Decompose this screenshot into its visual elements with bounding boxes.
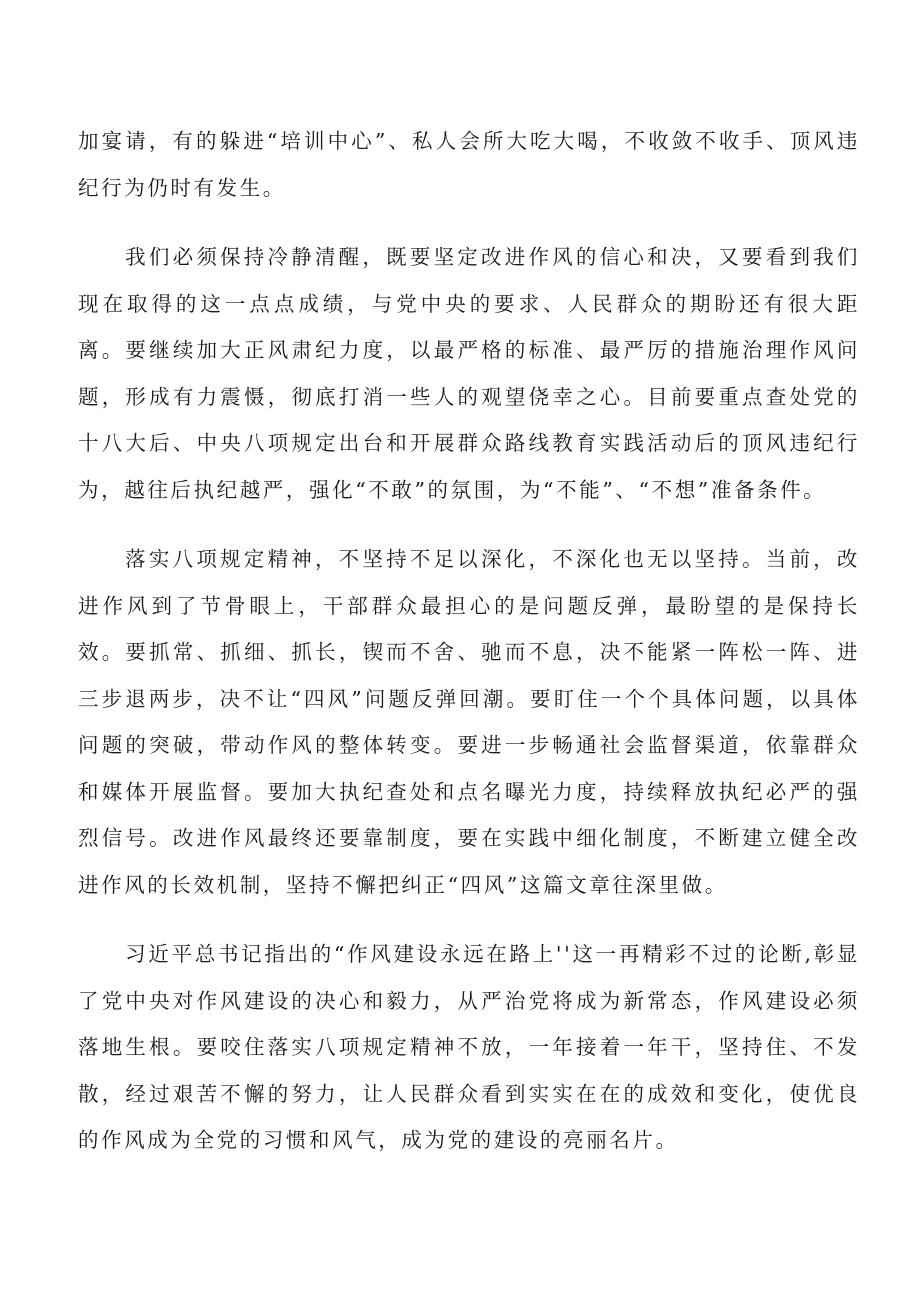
paragraph-4: 习近平总书记指出的“作风建设永远在路上''这一再精彩不过的论断,彰显了党中央对作风建设的决心和毅力，从严治党将成为新常态，作风建设必须落地生根。要咬住落实八项规定精神不放，一年接着一年干，坚持住、不发散，经过艰苦不懈的努力，让人民群众看到实实在在的成效和变化，使优良的作风成为全党的习惯和风气，成为党的建设的亮丽名片。 <box>78 942 860 1152</box>
paragraph-3: 落实八项规定精神，不坚持不足以深化，不深化也无以坚持。当前，改进作风到了节骨眼上，干部群众最担心的是问题反弹，最盼望的是保持长效。要抓常、抓细、抓长，锲而不舍、驰而不息，决不能紧一阵松一阵、进三步退两步，决不让“四风”问题反弹回潮。要盯住一个个具体问题，以具体问题的突破，带动作风的整体转变。要进一步畅通社会监督渠道，依靠群众和媒体开展监督。要加大执纪查处和点名曝光力度，持续释放执纪必严的强烈信号。改进作风最终还要靠制度，要在实践中细化制度，不断建立健全改进作风的长效机制，坚持不懈把纠正“四风”这篇文章往深里做。 <box>78 547 860 897</box>
paragraph-1: 加宴请，有的躲进“培训中心”、私人会所大吃大喝，不收敛不收手、顶风违纪行为仍时有发生。 <box>78 129 860 200</box>
document-body <box>78 118 860 1164</box>
paragraph-2: 我们必须保持冷静清醒，既要坚定改进作风的信心和决，又要看到我们现在取得的这一点点成绩，与党中央的要求、人民群众的期盼还有很大距离。要继续加大正风肃纪力度，以最严格的标准、最严厉的措施治理作风问题，形成有力震慑，彻底打消一些人的观望侥幸之心。目前要重点查处党的十八大后、中央八项规定出台和开展群众路线教育实践活动后的顶风违纪行为，越往后执纪越严，强化“不敢”的氛围，为“不能”、“不想”准备条件。 <box>78 245 860 502</box>
